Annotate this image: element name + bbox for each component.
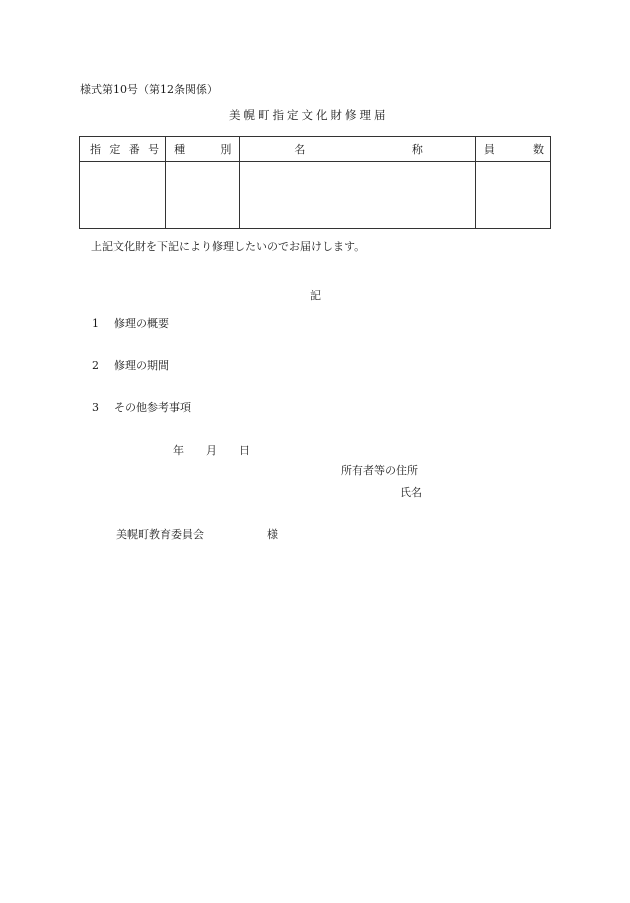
form-number: 様式第10号（第12条関係）: [80, 83, 218, 96]
list-item: [92, 318, 169, 329]
header-name: 名 称: [240, 137, 476, 162]
date-month: 月: [206, 444, 217, 457]
header-designation-number: 指 定 番 号: [80, 137, 166, 162]
cell-type[interactable]: [166, 162, 240, 229]
item-label: その他参考事項: [114, 401, 191, 414]
date-year: 年: [173, 444, 184, 457]
date-day: 日: [239, 444, 250, 457]
item-label: 修理の期間: [114, 359, 169, 372]
recipient: 美幌町教育委員会: [116, 528, 204, 541]
owner-address-label: 所有者等の住所: [341, 464, 418, 477]
cell-designation-number[interactable]: [80, 162, 166, 229]
item-number: 2: [92, 359, 99, 372]
item-label: 修理の概要: [114, 317, 169, 330]
item-number: 3: [92, 401, 99, 414]
date-line: [173, 445, 250, 456]
document-title: 美幌町指定文化財修理届: [229, 108, 389, 122]
list-item: [92, 360, 169, 371]
header-count: 員 数: [475, 137, 550, 162]
registration-table: [79, 136, 551, 229]
list-item: [92, 402, 191, 413]
owner-name-label: 氏名: [400, 486, 422, 499]
ki-heading: 記: [310, 289, 321, 302]
item-number: 1: [92, 317, 99, 330]
table-row: [80, 162, 551, 229]
cell-count[interactable]: [475, 162, 550, 229]
honorific: 様: [267, 528, 278, 541]
header-type: 種 別: [166, 137, 240, 162]
table-header-row: [80, 137, 551, 162]
cell-name[interactable]: [240, 162, 476, 229]
intro-text: 上記文化財を下記により修理したいのでお届けします。: [91, 240, 366, 253]
